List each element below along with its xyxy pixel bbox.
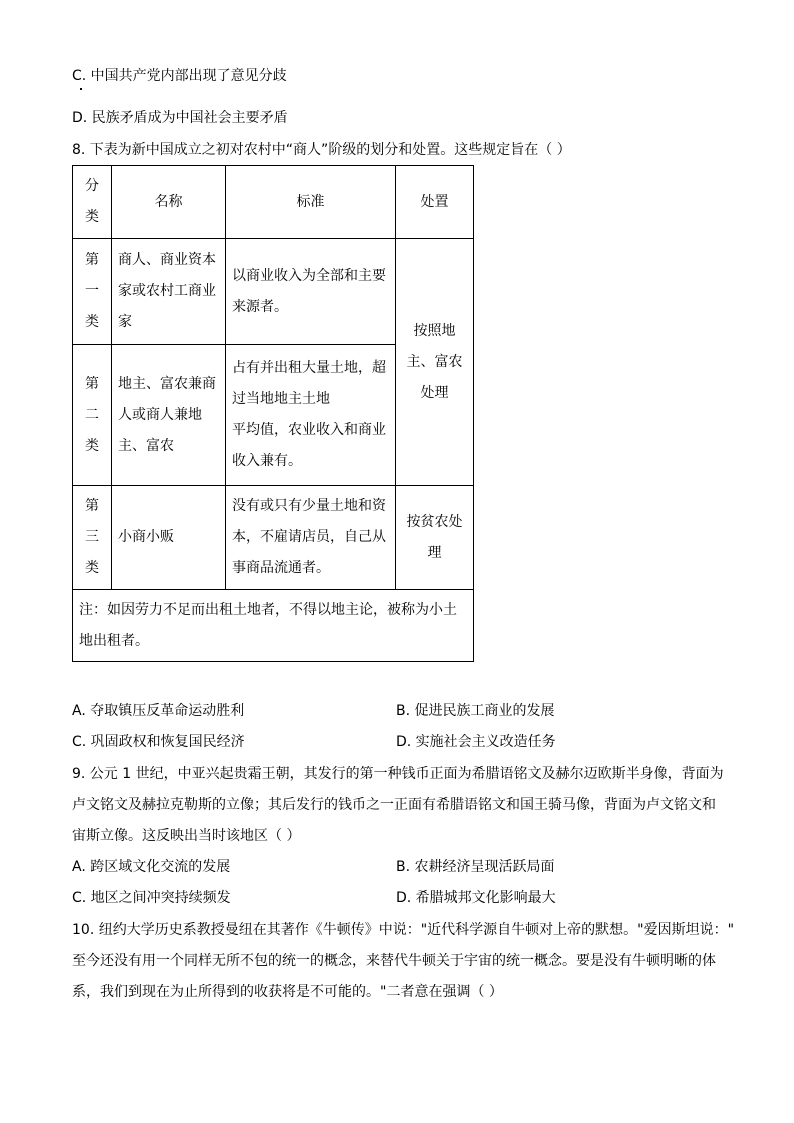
row3-standard: 没有或只有少量土地和资本，不雇请店员，自己从事商品流通者。 xyxy=(226,486,396,590)
q9-option-d: D. 希腊城邦文化影响最大 xyxy=(396,890,556,906)
row1-name: 商人、商业资本家或农村工商业家 xyxy=(112,239,226,345)
option-d: D. 民族矛盾成为中国社会主要矛盾 xyxy=(72,110,288,126)
table-header-row xyxy=(73,166,474,239)
table-note: 注：如因劳力不足而出租土地者，不得以地主论，被称为小土地出租者。 xyxy=(73,590,474,662)
classification-table xyxy=(72,165,474,662)
row2-category: 第 二 类 xyxy=(73,345,112,486)
q8-option-a: A. 夺取镇压反革命运动胜利 xyxy=(72,703,245,719)
header-standard: 标准 xyxy=(226,166,396,239)
q9-option-b: B. 农耕经济呈现活跃局面 xyxy=(396,859,555,875)
q8-option-b: B. 促进民族工商业的发展 xyxy=(396,703,555,719)
q9-option-c: C. 地区之间冲突持续频发 xyxy=(72,890,231,906)
question-10-line2: 至今还没有用一个同样无所不包的统一的概念，来替代牛顿关于宇宙的统一概念。要是没有牛顿明晰的体 xyxy=(72,953,716,969)
q9-option-a: A. 跨区域文化交流的发展 xyxy=(72,859,231,875)
table-row xyxy=(73,239,474,345)
row2-name: 地主、富农兼商人或商人兼地主、富农 xyxy=(112,345,226,486)
disposal-poor-peasant: 按贫农处理 xyxy=(396,486,474,590)
question-9-line1: 9. 公元 1 世纪，中亚兴起贵霜王朝，其发行的第一种钱币正面为希腊语铭文及赫尔迈欧斯半身像，背面为 xyxy=(72,766,724,782)
row2-standard: 占有并出租大量土地，超 过当地地主土地 平均值，农业收入和商业 收入兼有。 xyxy=(226,345,396,486)
question-8-stem: 8. 下表为新中国成立之初对农村中“商人”阶级的划分和处置。这些规定旨在（ ） xyxy=(72,142,571,158)
header-disposal: 处置 xyxy=(396,166,474,239)
question-9-line3: 宙斯立像。这反映出当时该地区（ ） xyxy=(72,828,301,844)
stray-dot xyxy=(80,88,82,90)
header-category: 分 类 xyxy=(73,166,112,239)
table-note-row xyxy=(73,590,474,662)
q8-option-c: C. 巩固政权和恢复国民经济 xyxy=(72,734,245,750)
option-c: C. 中国共产党内部出现了意见分歧 xyxy=(72,68,287,84)
table-row xyxy=(73,486,474,590)
question-9-line2: 卢文铭文及赫拉克勒斯的立像；其后发行的钱币之一正面有希腊语铭文和国王骑马像，背面为卢文铭文和 xyxy=(72,797,716,813)
row1-standard: 以商业收入为全部和主要来源者。 xyxy=(226,239,396,345)
question-10-line3: 系，我们到现在为止所得到的收获将是不可能的。"二者意在强调（ ） xyxy=(72,984,503,1000)
header-name: 名称 xyxy=(112,166,226,239)
row3-name: 小商小贩 xyxy=(112,486,226,590)
row3-category: 第 三 类 xyxy=(73,486,112,590)
disposal-landlord: 按照地主、富农处理 xyxy=(396,239,474,486)
q8-option-d: D. 实施社会主义改造任务 xyxy=(396,734,556,750)
question-10-line1: 10. 纽约大学历史系教授曼纽在其著作《牛顿传》中说："近代科学源自牛顿对上帝的默想。"爱因斯坦说：" xyxy=(72,922,735,938)
row1-category: 第 一 类 xyxy=(73,239,112,345)
